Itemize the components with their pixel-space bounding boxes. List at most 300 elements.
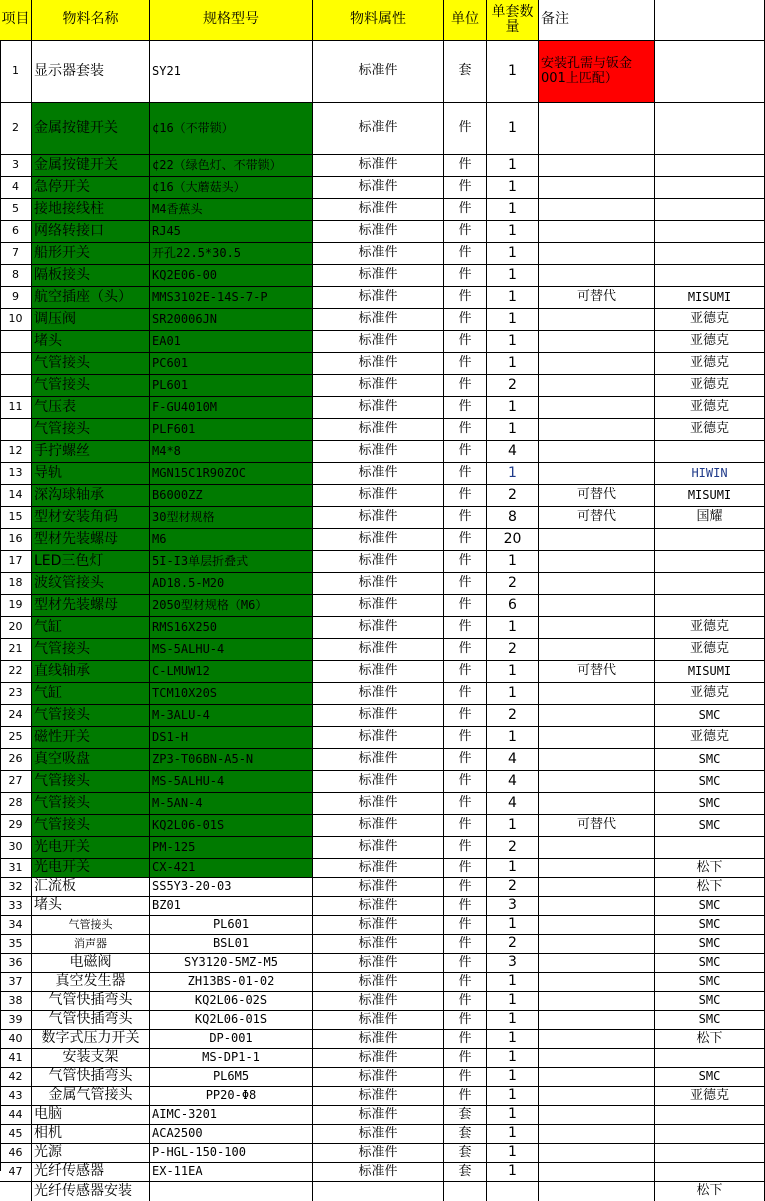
row-47-spec: PP20-Φ8: [150, 1087, 313, 1106]
row-37-spec: BZ01: [150, 897, 313, 916]
row-26-spec: C-LMUW12: [150, 661, 313, 683]
row-43-name: 气管快插弯头: [32, 1011, 150, 1030]
row-5-qty: 1: [487, 199, 539, 221]
row-4-brand: [655, 177, 765, 199]
row-22-spec: AD18.5-M20: [150, 573, 313, 595]
row-17-brand: HIWIN: [655, 463, 765, 485]
row-40-unit: 件: [444, 954, 487, 973]
row-5-spec: M4香蕉头: [150, 199, 313, 221]
row-2-unit: 件: [444, 103, 487, 155]
row-15-remark: [539, 419, 655, 441]
row-20-unit: 件: [444, 529, 487, 551]
row-45-brand: [655, 1049, 765, 1068]
row-23-no: 19: [0, 595, 32, 617]
row-3-unit: 件: [444, 155, 487, 177]
row-42-qty: 1: [487, 992, 539, 1011]
row-26-no: 22: [0, 661, 32, 683]
row-16-unit: 件: [444, 441, 487, 463]
row-13-brand: 亚德克: [655, 375, 765, 397]
row-1-brand: [655, 41, 765, 103]
row-49-brand: [655, 1125, 765, 1144]
row-40-attr: 标准件: [313, 954, 444, 973]
row-24-remark: [539, 617, 655, 639]
row-37-remark: [539, 897, 655, 916]
header-qty: 单套数量: [487, 0, 539, 41]
row-28-unit: 件: [444, 705, 487, 727]
row-32-attr: 标准件: [313, 793, 444, 815]
row-43-unit: 件: [444, 1011, 487, 1030]
row-45-attr: 标准件: [313, 1049, 444, 1068]
row-43-remark: [539, 1011, 655, 1030]
row-38-no: 34: [0, 916, 32, 935]
row-31-attr: 标准件: [313, 771, 444, 793]
row-10-qty: 1: [487, 309, 539, 331]
row-52-brand: 松下: [655, 1182, 765, 1201]
row-40-no: 36: [0, 954, 32, 973]
row-23-qty: 6: [487, 595, 539, 617]
row-39-qty: 2: [487, 935, 539, 954]
row-32-spec: M-5AN-4: [150, 793, 313, 815]
row-33-remark: 可替代: [539, 815, 655, 837]
row-25-unit: 件: [444, 639, 487, 661]
row-9-name: 航空插座（头）: [32, 287, 150, 309]
row-25-no: 21: [0, 639, 32, 661]
row-10-remark: [539, 309, 655, 331]
row-34-qty: 2: [487, 837, 539, 859]
row-49-spec: ACA2500: [150, 1125, 313, 1144]
row-10-brand: 亚德克: [655, 309, 765, 331]
row-42-spec: KQ2L06-02S: [150, 992, 313, 1011]
row-36-spec: SS5Y3-20-03: [150, 878, 313, 897]
row-27-name: 气缸: [32, 683, 150, 705]
row-46-no: 42: [0, 1068, 32, 1087]
row-42-name: 气管快插弯头: [32, 992, 150, 1011]
row-39-brand: SMC: [655, 935, 765, 954]
row-33-qty: 1: [487, 815, 539, 837]
row-21-attr: 标准件: [313, 551, 444, 573]
row-44-no: 40: [0, 1030, 32, 1049]
row-37-brand: SMC: [655, 897, 765, 916]
row-36-unit: 件: [444, 878, 487, 897]
row-39-unit: 件: [444, 935, 487, 954]
row-51-remark: [539, 1163, 655, 1182]
row-6-qty: 1: [487, 221, 539, 243]
row-31-spec: MS-5ALHU-4: [150, 771, 313, 793]
row-16-no: 12: [0, 441, 32, 463]
row-51-qty: 1: [487, 1163, 539, 1182]
row-10-unit: 件: [444, 309, 487, 331]
row-29-spec: DS1-H: [150, 727, 313, 749]
row-48-brand: [655, 1106, 765, 1125]
row-32-no: 28: [0, 793, 32, 815]
row-28-name: 气管接头: [32, 705, 150, 727]
row-42-no: 38: [0, 992, 32, 1011]
row-48-no: 44: [0, 1106, 32, 1125]
row-24-attr: 标准件: [313, 617, 444, 639]
row-16-spec: M4*8: [150, 441, 313, 463]
row-50-no: 46: [0, 1144, 32, 1163]
row-20-no: 16: [0, 529, 32, 551]
row-29-qty: 1: [487, 727, 539, 749]
row-21-name: LED三色灯: [32, 551, 150, 573]
row-45-qty: 1: [487, 1049, 539, 1068]
row-46-qty: 1: [487, 1068, 539, 1087]
row-41-qty: 1: [487, 973, 539, 992]
row-29-attr: 标准件: [313, 727, 444, 749]
row-14-no: 11: [0, 397, 32, 419]
row-19-unit: 件: [444, 507, 487, 529]
row-3-no: 3: [0, 155, 32, 177]
row-30-no: 26: [0, 749, 32, 771]
row-10-spec: SR20006JN: [150, 309, 313, 331]
row-49-no: 45: [0, 1125, 32, 1144]
row-21-spec: 5I-I3单层折叠式: [150, 551, 313, 573]
row-10-name: 调压阀: [32, 309, 150, 331]
row-50-unit: 套: [444, 1144, 487, 1163]
row-51-no: 47: [0, 1163, 32, 1182]
row-11-no: [0, 331, 32, 353]
row-28-no: 24: [0, 705, 32, 727]
row-50-remark: [539, 1144, 655, 1163]
row-44-spec: DP-001: [150, 1030, 313, 1049]
row-1-no: 1: [0, 41, 32, 103]
row-45-name: 安装支架: [32, 1049, 150, 1068]
row-46-unit: 件: [444, 1068, 487, 1087]
row-12-attr: 标准件: [313, 353, 444, 375]
row-26-name: 直线轴承: [32, 661, 150, 683]
row-3-qty: 1: [487, 155, 539, 177]
row-14-unit: 件: [444, 397, 487, 419]
row-18-no: 14: [0, 485, 32, 507]
row-22-no: 18: [0, 573, 32, 595]
row-39-attr: 标准件: [313, 935, 444, 954]
row-48-spec: AIMC-3201: [150, 1106, 313, 1125]
row-34-remark: [539, 837, 655, 859]
row-7-brand: [655, 243, 765, 265]
row-3-remark: [539, 155, 655, 177]
row-2-no: 2: [0, 103, 32, 155]
row-2-attr: 标准件: [313, 103, 444, 155]
row-17-attr: 标准件: [313, 463, 444, 485]
row-9-spec: MMS3102E-14S-7-P: [150, 287, 313, 309]
row-19-no: 15: [0, 507, 32, 529]
row-43-no: 39: [0, 1011, 32, 1030]
row-27-remark: [539, 683, 655, 705]
header-item: 项目: [0, 0, 32, 41]
row-36-no: 32: [0, 878, 32, 897]
row-41-brand: SMC: [655, 973, 765, 992]
row-7-qty: 1: [487, 243, 539, 265]
row-41-spec: ZH13BS-01-02: [150, 973, 313, 992]
row-24-unit: 件: [444, 617, 487, 639]
row-33-attr: 标准件: [313, 815, 444, 837]
row-2-qty: 1: [487, 103, 539, 155]
row-24-spec: RMS16X250: [150, 617, 313, 639]
row-11-spec: EA01: [150, 331, 313, 353]
row-24-no: 20: [0, 617, 32, 639]
row-40-qty: 3: [487, 954, 539, 973]
row-7-name: 船形开关: [32, 243, 150, 265]
row-45-no: 41: [0, 1049, 32, 1068]
row-16-name: 手拧螺丝: [32, 441, 150, 463]
row-15-name: 气管接头: [32, 419, 150, 441]
row-8-no: 8: [0, 265, 32, 287]
row-52-unit: [444, 1182, 487, 1201]
row-11-attr: 标准件: [313, 331, 444, 353]
row-36-remark: [539, 878, 655, 897]
row-29-remark: [539, 727, 655, 749]
row-25-brand: 亚德克: [655, 639, 765, 661]
row-16-attr: 标准件: [313, 441, 444, 463]
row-22-brand: [655, 573, 765, 595]
row-8-qty: 1: [487, 265, 539, 287]
row-8-name: 隔板接头: [32, 265, 150, 287]
row-36-name: 汇流板: [32, 878, 150, 897]
row-18-spec: B6000ZZ: [150, 485, 313, 507]
row-27-no: 23: [0, 683, 32, 705]
row-30-spec: ZP3-T06BN-A5-N: [150, 749, 313, 771]
row-18-attr: 标准件: [313, 485, 444, 507]
row-48-attr: 标准件: [313, 1106, 444, 1125]
row-52-qty: [487, 1182, 539, 1201]
row-9-remark: 可替代: [539, 287, 655, 309]
row-13-attr: 标准件: [313, 375, 444, 397]
row-20-qty: 20: [487, 529, 539, 551]
row-4-spec: ¢16（大蘑菇头）: [150, 177, 313, 199]
row-31-remark: [539, 771, 655, 793]
row-20-remark: [539, 529, 655, 551]
row-33-name: 气管接头: [32, 815, 150, 837]
row-35-no: 31: [0, 859, 32, 878]
row-11-unit: 件: [444, 331, 487, 353]
row-26-unit: 件: [444, 661, 487, 683]
row-41-no: 37: [0, 973, 32, 992]
row-38-unit: 件: [444, 916, 487, 935]
row-44-name: 数字式压力开关: [32, 1030, 150, 1049]
row-48-unit: 套: [444, 1106, 487, 1125]
row-12-brand: 亚德克: [655, 353, 765, 375]
row-22-unit: 件: [444, 573, 487, 595]
row-20-name: 型材先装螺母: [32, 529, 150, 551]
row-29-unit: 件: [444, 727, 487, 749]
row-48-name: 电脑: [32, 1106, 150, 1125]
row-8-brand: [655, 265, 765, 287]
row-47-unit: 件: [444, 1087, 487, 1106]
row-15-unit: 件: [444, 419, 487, 441]
row-34-no: 30: [0, 837, 32, 859]
row-7-spec: 开孔22.5*30.5: [150, 243, 313, 265]
row-38-attr: 标准件: [313, 916, 444, 935]
row-39-name: 消声器: [32, 935, 150, 954]
row-38-name: 气管接头: [32, 916, 150, 935]
row-14-name: 气压表: [32, 397, 150, 419]
row-28-brand: SMC: [655, 705, 765, 727]
row-24-qty: 1: [487, 617, 539, 639]
row-43-attr: 标准件: [313, 1011, 444, 1030]
row-40-name: 电磁阀: [32, 954, 150, 973]
row-5-remark: [539, 199, 655, 221]
row-23-brand: [655, 595, 765, 617]
row-34-attr: 标准件: [313, 837, 444, 859]
row-41-attr: 标准件: [313, 973, 444, 992]
row-50-brand: [655, 1144, 765, 1163]
row-46-spec: PL6M5: [150, 1068, 313, 1087]
row-14-spec: F-GU4010M: [150, 397, 313, 419]
row-43-spec: KQ2L06-01S: [150, 1011, 313, 1030]
row-15-spec: PLF601: [150, 419, 313, 441]
row-28-spec: M-3ALU-4: [150, 705, 313, 727]
row-32-qty: 4: [487, 793, 539, 815]
row-11-remark: [539, 331, 655, 353]
row-2-brand: [655, 103, 765, 155]
row-13-spec: PL601: [150, 375, 313, 397]
row-27-brand: 亚德克: [655, 683, 765, 705]
row-1-unit: 套: [444, 41, 487, 103]
row-12-spec: PC601: [150, 353, 313, 375]
row-28-remark: [539, 705, 655, 727]
row-37-unit: 件: [444, 897, 487, 916]
row-31-qty: 4: [487, 771, 539, 793]
row-46-brand: SMC: [655, 1068, 765, 1087]
row-19-brand: 国耀: [655, 507, 765, 529]
row-25-remark: [539, 639, 655, 661]
row-47-no: 43: [0, 1087, 32, 1106]
row-10-attr: 标准件: [313, 309, 444, 331]
row-21-qty: 1: [487, 551, 539, 573]
row-41-remark: [539, 973, 655, 992]
row-12-unit: 件: [444, 353, 487, 375]
row-5-brand: [655, 199, 765, 221]
row-4-unit: 件: [444, 177, 487, 199]
row-11-brand: 亚德克: [655, 331, 765, 353]
header-brand: [655, 0, 765, 41]
row-49-name: 相机: [32, 1125, 150, 1144]
row-35-unit: 件: [444, 859, 487, 878]
row-14-attr: 标准件: [313, 397, 444, 419]
row-20-spec: M6: [150, 529, 313, 551]
header-unit: 单位: [444, 0, 487, 41]
row-37-no: 33: [0, 897, 32, 916]
row-46-attr: 标准件: [313, 1068, 444, 1087]
row-21-remark: [539, 551, 655, 573]
row-18-name: 深沟球轴承: [32, 485, 150, 507]
row-16-qty: 4: [487, 441, 539, 463]
row-52-attr: [313, 1182, 444, 1201]
row-27-unit: 件: [444, 683, 487, 705]
row-12-qty: 1: [487, 353, 539, 375]
row-6-no: 6: [0, 221, 32, 243]
row-34-spec: PM-125: [150, 837, 313, 859]
row-5-name: 接地接线柱: [32, 199, 150, 221]
row-45-spec: MS-DP1-1: [150, 1049, 313, 1068]
row-30-qty: 4: [487, 749, 539, 771]
row-7-no: 7: [0, 243, 32, 265]
row-48-remark: [539, 1106, 655, 1125]
row-18-unit: 件: [444, 485, 487, 507]
row-28-attr: 标准件: [313, 705, 444, 727]
row-29-brand: 亚德克: [655, 727, 765, 749]
row-30-remark: [539, 749, 655, 771]
row-5-no: 5: [0, 199, 32, 221]
row-46-name: 气管快插弯头: [32, 1068, 150, 1087]
row-38-brand: SMC: [655, 916, 765, 935]
row-14-remark: [539, 397, 655, 419]
row-30-name: 真空吸盘: [32, 749, 150, 771]
row-47-brand: 亚德克: [655, 1087, 765, 1106]
row-24-brand: 亚德克: [655, 617, 765, 639]
row-9-unit: 件: [444, 287, 487, 309]
row-31-no: 27: [0, 771, 32, 793]
row-26-remark: 可替代: [539, 661, 655, 683]
row-23-name: 型材先装螺母: [32, 595, 150, 617]
row-19-remark: 可替代: [539, 507, 655, 529]
row-38-remark: [539, 916, 655, 935]
row-37-qty: 3: [487, 897, 539, 916]
row-9-qty: 1: [487, 287, 539, 309]
row-33-brand: SMC: [655, 815, 765, 837]
row-30-attr: 标准件: [313, 749, 444, 771]
row-29-name: 磁性开关: [32, 727, 150, 749]
row-34-name: 光电开关: [32, 837, 150, 859]
row-39-no: 35: [0, 935, 32, 954]
row-17-qty: 1: [487, 463, 539, 485]
row-19-spec: 30型材规格: [150, 507, 313, 529]
row-34-brand: [655, 837, 765, 859]
row-17-spec: MGN15C1R90ZOC: [150, 463, 313, 485]
row-35-name: 光电开关: [32, 859, 150, 878]
row-47-remark: [539, 1087, 655, 1106]
row-25-name: 气管接头: [32, 639, 150, 661]
row-7-unit: 件: [444, 243, 487, 265]
row-6-attr: 标准件: [313, 221, 444, 243]
row-7-remark: [539, 243, 655, 265]
row-29-no: 25: [0, 727, 32, 749]
row-14-brand: 亚德克: [655, 397, 765, 419]
row-3-name: 金属按键开关: [32, 155, 150, 177]
row-40-spec: SY3120-5MZ-M5: [150, 954, 313, 973]
row-46-remark: [539, 1068, 655, 1087]
row-12-no: [0, 353, 32, 375]
row-21-no: 17: [0, 551, 32, 573]
row-18-remark: 可替代: [539, 485, 655, 507]
row-30-brand: SMC: [655, 749, 765, 771]
row-11-name: 堵头: [32, 331, 150, 353]
row-27-qty: 1: [487, 683, 539, 705]
row-8-remark: [539, 265, 655, 287]
row-52-spec: [150, 1182, 313, 1201]
row-6-remark: [539, 221, 655, 243]
row-51-brand: [655, 1163, 765, 1182]
header-remark: 备注: [539, 0, 655, 41]
row-1-qty: 1: [487, 41, 539, 103]
row-12-remark: [539, 353, 655, 375]
row-36-qty: 2: [487, 878, 539, 897]
row-1-attr: 标准件: [313, 41, 444, 103]
row-37-attr: 标准件: [313, 897, 444, 916]
row-15-qty: 1: [487, 419, 539, 441]
row-38-spec: PL601: [150, 916, 313, 935]
row-50-attr: 标准件: [313, 1144, 444, 1163]
row-8-unit: 件: [444, 265, 487, 287]
row-13-remark: [539, 375, 655, 397]
row-42-unit: 件: [444, 992, 487, 1011]
row-13-name: 气管接头: [32, 375, 150, 397]
row-16-remark: [539, 441, 655, 463]
row-15-no: [0, 419, 32, 441]
row-20-brand: [655, 529, 765, 551]
row-31-unit: 件: [444, 771, 487, 793]
row-1-spec: SY21: [150, 41, 313, 103]
